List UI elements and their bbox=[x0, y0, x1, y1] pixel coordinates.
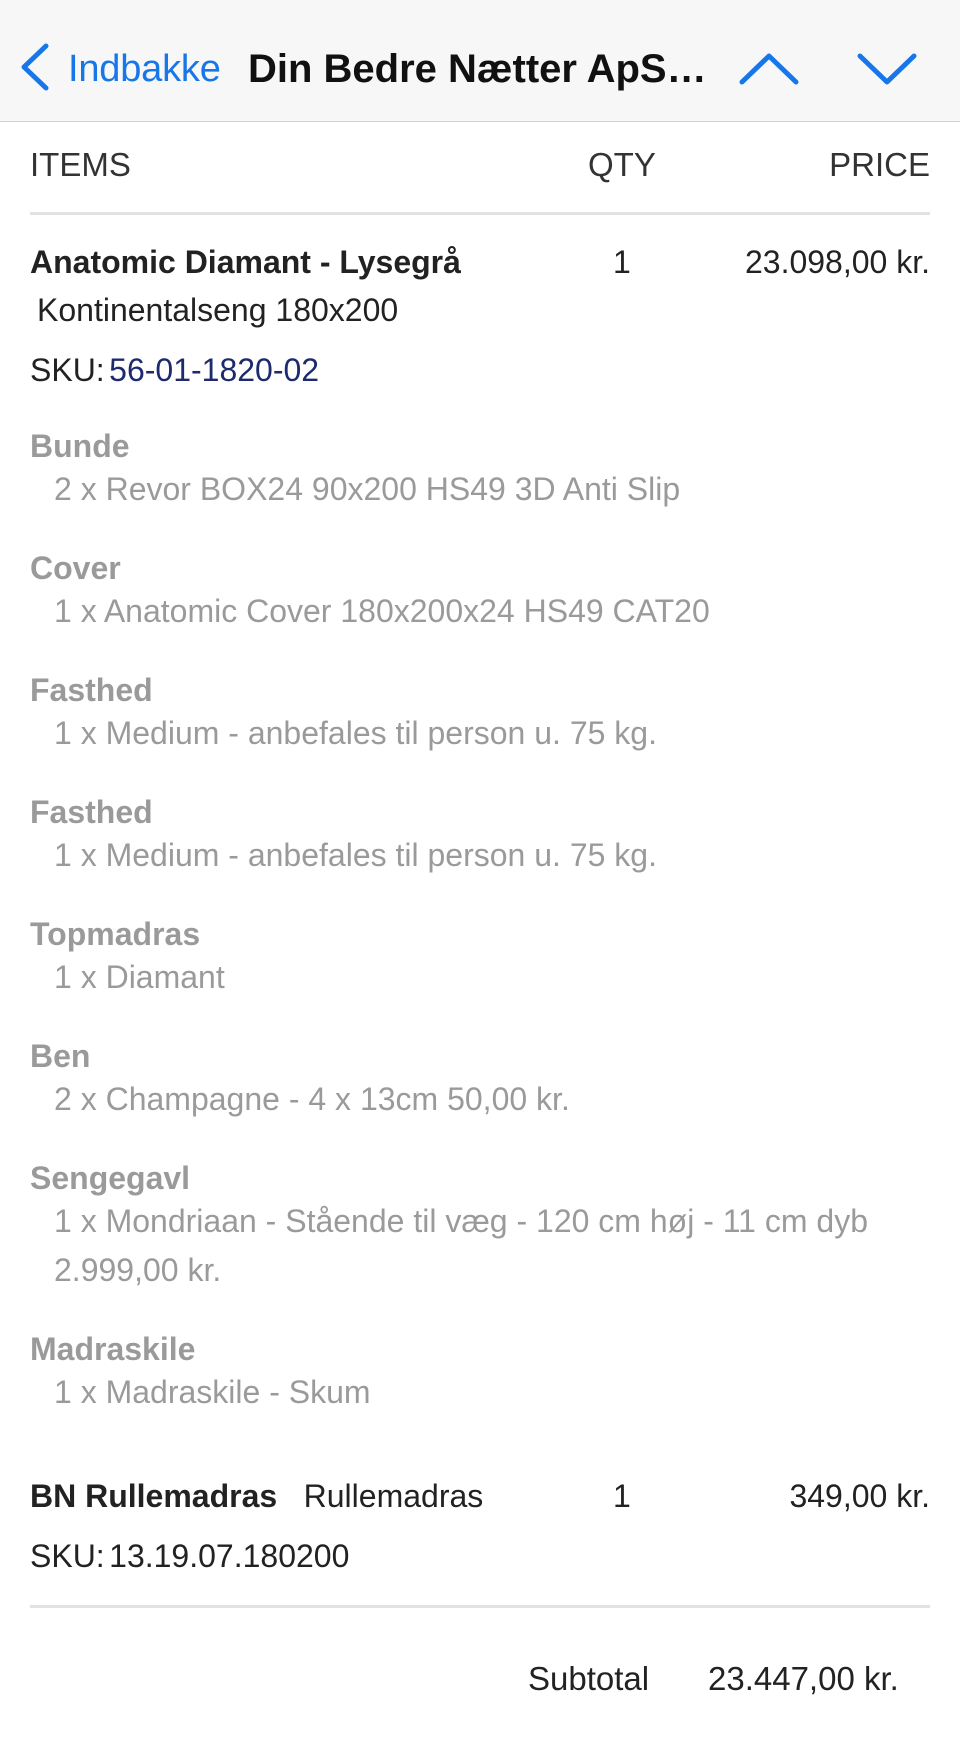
option-value: 1 x Medium - anbefales til person u. 75 kg. bbox=[54, 715, 657, 751]
subtotal-value: 23.447,00 kr. bbox=[708, 1660, 899, 1697]
sku-label: SKU: bbox=[30, 352, 105, 388]
option-label: Bunde bbox=[30, 428, 130, 464]
order-table-header bbox=[30, 140, 930, 215]
option-label: Madraskile bbox=[30, 1331, 196, 1367]
option-label: Fasthed bbox=[30, 794, 153, 830]
sku-value: 13.19.07.180200 bbox=[109, 1538, 350, 1574]
item-variant-text: Rullemadras bbox=[303, 1478, 484, 1514]
option-value: 1 x Diamant bbox=[54, 959, 225, 995]
email-subject-title: Din Bedre Nætter ApS… bbox=[248, 47, 707, 91]
item-variant bbox=[37, 292, 937, 329]
item-name: BN Rullemadras bbox=[30, 1478, 278, 1514]
back-button[interactable] bbox=[18, 38, 221, 100]
chevron-down-icon bbox=[856, 81, 918, 98]
option-value: 1 x Mondriaan - Stående til væg - 120 cm høj - 11 cm dyb 2.999,00 kr. bbox=[54, 1203, 868, 1288]
header-qty: QTY bbox=[588, 146, 656, 183]
item-variant-text: Kontinentalseng 180x200 bbox=[37, 292, 399, 328]
subtotal-label: Subtotal bbox=[528, 1660, 650, 1697]
option-label: Ben bbox=[30, 1038, 91, 1074]
item-price: 349,00 kr. bbox=[789, 1478, 930, 1514]
item-sku bbox=[30, 352, 930, 389]
previous-message-button[interactable] bbox=[738, 44, 800, 94]
item-option bbox=[30, 1331, 930, 1417]
header-price: PRICE bbox=[829, 146, 930, 183]
option-label: Topmadras bbox=[30, 916, 201, 952]
back-button-label: Indbakke bbox=[68, 47, 221, 90]
item-option bbox=[30, 428, 930, 514]
option-label: Fasthed bbox=[30, 672, 153, 708]
chevron-up-icon bbox=[738, 81, 800, 98]
order-item bbox=[30, 244, 930, 281]
option-label: Sengegavl bbox=[30, 1160, 191, 1196]
item-option bbox=[30, 550, 930, 636]
item-option bbox=[30, 1160, 930, 1295]
next-message-button[interactable] bbox=[856, 44, 918, 94]
item-price: 23.098,00 kr. bbox=[744, 244, 930, 280]
option-value: 1 x Madraskile - Skum bbox=[54, 1374, 371, 1410]
header-items: ITEMS bbox=[30, 146, 131, 183]
option-label: Cover bbox=[30, 550, 121, 586]
item-name: Anatomic Diamant - Lysegrå bbox=[30, 244, 461, 280]
order-item bbox=[30, 1478, 930, 1515]
option-value: 1 x Anatomic Cover 180x200x24 HS49 CAT20 bbox=[54, 593, 710, 629]
option-value: 2 x Champagne - 4 x 13cm 50,00 kr. bbox=[54, 1081, 570, 1117]
item-option bbox=[30, 794, 930, 880]
option-value: 1 x Medium - anbefales til person u. 75 kg. bbox=[54, 837, 657, 873]
table-divider bbox=[30, 1605, 930, 1608]
item-option bbox=[30, 1038, 930, 1124]
item-option bbox=[30, 672, 930, 758]
sku-label: SKU: bbox=[30, 1538, 105, 1574]
sku-value: 56-01-1820-02 bbox=[109, 352, 320, 388]
item-qty: 1 bbox=[613, 244, 631, 280]
item-qty: 1 bbox=[613, 1478, 631, 1514]
item-sku bbox=[30, 1538, 930, 1575]
navigation-bar bbox=[0, 0, 960, 122]
option-value: 2 x Revor BOX24 90x200 HS49 3D Anti Slip bbox=[54, 471, 681, 507]
item-option bbox=[30, 916, 930, 1002]
chevron-left-icon bbox=[18, 42, 52, 97]
